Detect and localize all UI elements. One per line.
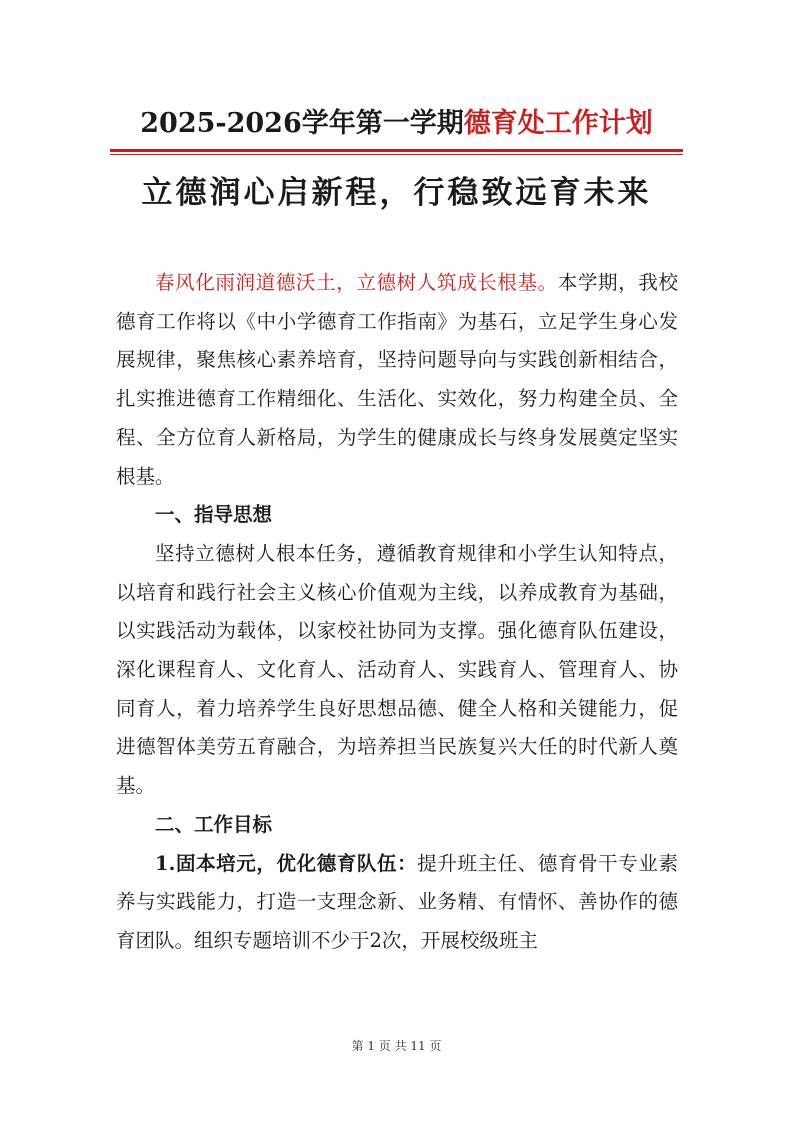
title-rule-thin: [110, 154, 683, 155]
goal-paragraph-1: [116, 845, 678, 961]
document-subtitle: 立德润心启新程，行稳致远育未来: [141, 175, 652, 211]
section-heading-guiding-ideology: 一、指导思想: [155, 503, 273, 527]
intro-lead: 春风化雨润道德沃土，立德树人筑成长根基。: [155, 271, 558, 294]
document-title: [110, 104, 683, 144]
page-footer: 第 1 页 共 11 页: [351, 1039, 442, 1053]
section-heading-work-goals: 二、工作目标: [155, 812, 273, 836]
goal-1-text: 提升班主任、德育骨干专业素养与实践能力，打造一支理念新、业务精、有情怀、善协作的德育团队。组织专题培训不少于2次，开展校级班主: [116, 851, 678, 952]
section-paragraph-guiding-ideology: 坚持立德树人根本任务，遵循教育规律和小学生认知特点，以培育和践行社会主义核心价值观为主线，以养成教育为基础，以实践活动为载体，以家校社协同为支撑。强化德育队伍建设，深化课程育人、文化育人、活动育人、实践育人、管理育人、协同育人，着力培养学生良好思想品德、健全人格和关键能力，促进德智体美劳五育融合，为培养担当民族复兴大任的时代新人奠基。: [116, 541, 678, 798]
intro-rest: 本学期，我校德育工作将以《中小学德育工作指南》为基石，立足学生身心发展规律，聚焦核心素养培育，坚持问题导向与实践创新相结合，扎实推进德育工作精细化、生活化、实效化，努力构建全员、全程、全方位育人新格局，为学生的健康成长与终身发展奠定坚实根基。: [116, 271, 678, 488]
document-body: [116, 264, 678, 961]
title-rule-thick: [110, 149, 683, 152]
title-red-part: 德育处工作计划: [463, 108, 653, 139]
intro-paragraph: [116, 264, 678, 496]
goal-1-heading: 1.固本培元，优化德育队伍：: [155, 851, 418, 875]
title-black-part: 2025-2026学年第一学期: [140, 108, 464, 139]
